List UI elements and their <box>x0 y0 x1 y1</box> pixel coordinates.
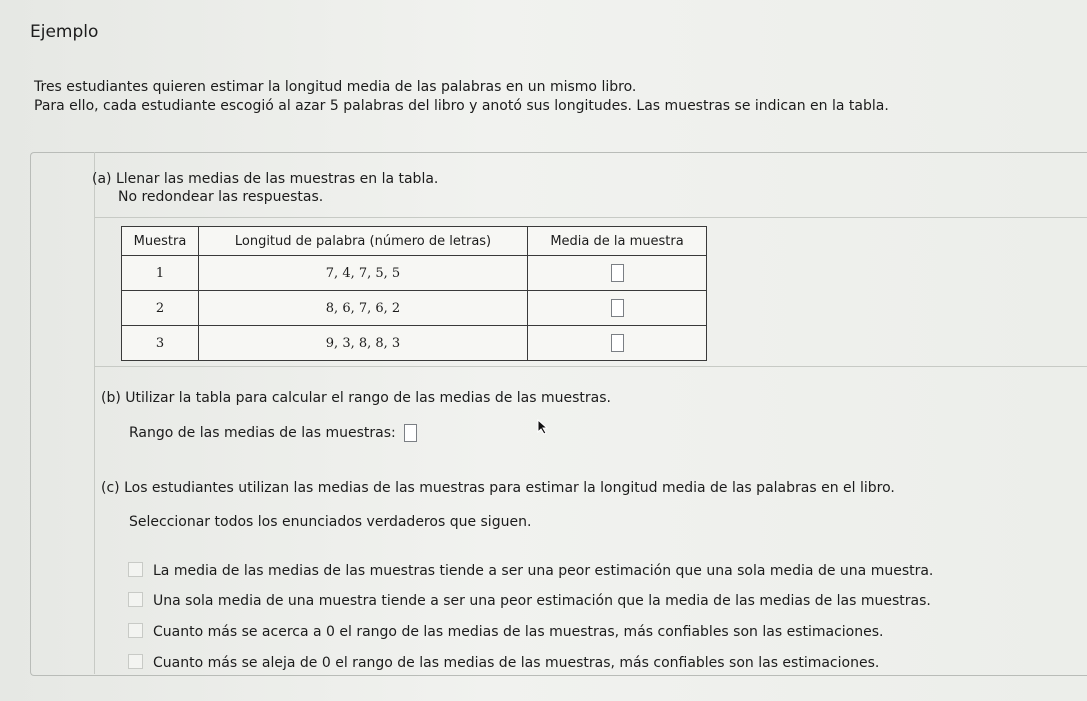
sample-number: 3 <box>122 326 199 361</box>
mean-input-3[interactable] <box>611 334 624 352</box>
sample-lengths: 9, 3, 8, 8, 3 <box>199 326 528 361</box>
option-text: Cuanto más se aleja de 0 el rango de las medias de las muestras, más confiables son las estimaciones. <box>153 655 880 671</box>
option-text: La media de las medias de las muestras tiende a ser una peor estimación que una sola media de una muestra. <box>153 563 934 579</box>
checkbox[interactable] <box>128 562 143 577</box>
intro-line-2: Para ello, cada estudiante escogió al azar 5 palabras del libro y anotó sus longitudes. Las muestras se indican en la tabla. <box>34 98 889 114</box>
table-header-row <box>122 227 707 256</box>
header-muestra: Muestra <box>122 227 199 256</box>
option-3[interactable] <box>128 623 883 640</box>
table-row <box>122 326 707 361</box>
intro-text <box>34 78 889 116</box>
part-b-label: (b) Utilizar la tabla para calcular el rango de las medias de las muestras. <box>101 390 611 406</box>
part-c-label: (c) Los estudiantes utilizan las medias de las muestras para estimar la longitud media de las palabras en el libro. <box>101 480 895 496</box>
checkbox[interactable] <box>128 592 143 607</box>
sample-lengths: 8, 6, 7, 6, 2 <box>199 291 528 326</box>
mean-input-1[interactable] <box>611 264 624 282</box>
option-1[interactable] <box>128 562 933 579</box>
mean-input-2[interactable] <box>611 299 624 317</box>
sample-number: 1 <box>122 256 199 291</box>
card-divider <box>95 217 1087 218</box>
option-2[interactable] <box>128 592 931 609</box>
mouse-cursor-icon <box>537 419 551 435</box>
checkbox[interactable] <box>128 623 143 638</box>
option-4[interactable] <box>128 654 879 671</box>
part-a-label: (a) Llenar las medias de las muestras en la tabla. <box>92 171 439 187</box>
header-longitud: Longitud de palabra (número de letras) <box>199 227 528 256</box>
part-a-note: No redondear las respuestas. <box>118 189 324 205</box>
samples-table <box>121 226 707 361</box>
sample-number: 2 <box>122 291 199 326</box>
sample-lengths: 7, 4, 7, 5, 5 <box>199 256 528 291</box>
intro-line-1: Tres estudiantes quieren estimar la longitud media de las palabras en un mismo libro. <box>34 79 637 95</box>
card-divider-vertical <box>94 152 95 674</box>
card-divider <box>95 366 1087 367</box>
range-input[interactable] <box>404 424 417 442</box>
option-text: Una sola media de una muestra tiende a ser una peor estimación que la media de las medias de las muestras. <box>153 593 931 609</box>
checkbox[interactable] <box>128 654 143 669</box>
range-label: Rango de las medias de las muestras: <box>129 425 396 441</box>
range-row <box>129 424 417 442</box>
table-row <box>122 291 707 326</box>
page-title: Ejemplo <box>30 22 99 42</box>
part-c-instruction: Seleccionar todos los enunciados verdaderos que siguen. <box>129 514 532 530</box>
option-text: Cuanto más se acerca a 0 el rango de las medias de las muestras, más confiables son las estimaciones. <box>153 624 884 640</box>
header-media: Media de la muestra <box>528 227 707 256</box>
table-row <box>122 256 707 291</box>
part-a <box>92 170 438 206</box>
